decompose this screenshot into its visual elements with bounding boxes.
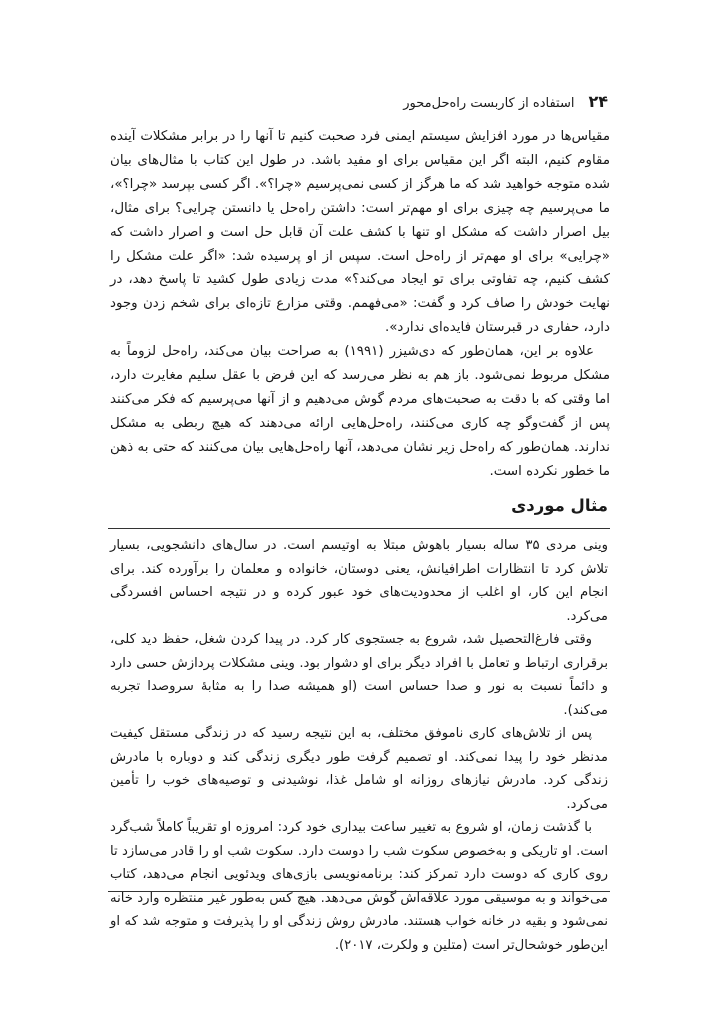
- body-paragraph-1: مقیاس‌ها در مورد افزایش سیستم ایمنی فرد صحبت کنیم تا آنها را در برابر مشکلات آینده مقاوم کنیم، البته اگر این مقیاس برای او مفید باشد. در طول این کتاب با مثال‌های بیان شده متوجه خواهید شد که ما هرگز از کسی نمی‌پرسیم «چرا؟». اگر کسی بپرسد «چرا؟»، ما می‌پرسیم چه چیزی برای او مهم‌تر است: داشتن راه‌حل یا دانستن چرایی؟ برای مثال، بیل اصرار داشت که مشکل او تنها با کشف علت آن قابل حل است و اصرار داشت که «چرایی» برای او مهم‌تر از راه‌حل است. سپس از او پرسیده شد: «اگر علت مشکل را کشف کنیم، چه تفاوتی برای تو ایجاد می‌کند؟» مدت زیادی طول کشید تا پاسخ دهد، در نهایت خودش را صاف کرد و گفت: «می‌فهمم. وقتی مزارع تازه‌ای برای شخم زدن وجود دارد، حفاری در قبرستان فایده‌ای ندارد».: [110, 129, 610, 336]
- case-paragraph-4: با گذشت زمان، او شروع به تغییر ساعت بیداری خود کرد: امروزه او تقریباً کاملاً شب‌گرد است. او تاریکی و به‌خصوص سکوت شب را دوست دارد. سکوت شب او را قادر می‌سازد تا روی کاری که دوست دارد تمرکز کند: برنامه‌نویسی بازی‌های ویدئویی انجام می‌دهد، کتاب می‌خواند و به موسیقی مورد علاقه‌اش گوش می‌دهد. هیچ کس به‌طور غیر منتظره وارد خانه نمی‌شود و بقیه در خانه خواب هستند. مادرش روش زندگی او را پذیرفت و متوجه شد که او این‌طور خوشحال‌تر است (متلین و ولکرت، ۲۰۱۷).: [110, 820, 608, 953]
- case-paragraph-2: وقتی فارغ‌التحصیل شد، شروع به جستجوی کار کرد. در پیدا کردن شغل، حفظ دید کلی، برقراری ارتباط و تعامل با افراد دیگر برای او دشوار بود. وینی مشکلات پردازش حسی دارد و دائماً نسبت به نور و صدا حساس است (او همیشه صدا را به مثابهٔ سروصدا تجربه می‌کند).: [110, 632, 608, 718]
- section-title: مثال موردی: [511, 496, 608, 515]
- page-number: ۲۴: [588, 92, 608, 111]
- running-header: [108, 92, 608, 111]
- main-body-text: [110, 125, 610, 484]
- case-example-box: [110, 534, 608, 957]
- box-top-rule: [108, 528, 610, 529]
- case-paragraph-3: پس از تلاش‌های کاری ناموفق مختلف، به این نتیجه رسید که در زندگی مستقل کیفیت مدنظر خود را پیدا نمی‌کند. او تصمیم گرفت طور دیگری زندگی کند و دوباره با مادرش زندگی کرد. مادرش نیازهای روزانه او شامل غذا، نوشیدنی و توصیه‌های خوب را تأمین می‌کرد.: [110, 726, 608, 812]
- case-paragraph-1: وینی مردی ۳۵ ساله بسیار باهوش مبتلا به اوتیسم است. در سال‌های دانشجویی، بسیار تلاش کرد تا انتظارات اطرافیانش، یعنی دوستان، خانواده و معلمان را برآورده کند. برای انجام این کار، او اغلب از محدودیت‌های خود عبور کرده و در نتیجه احساس افسردگی می‌کرد.: [110, 538, 608, 624]
- body-paragraph-2: علاوه بر این، همان‌طور که دی‌شیزر (۱۹۹۱) به صراحت بیان می‌کند، راه‌حل لزوماً به مشکل مربوط نمی‌شود. باز هم به نظر می‌رسد که این فرض با عقل سلیم مغایرت دارد، اما وقتی که با دقت به صحبت‌های مردم گوش می‌دهیم و از آنها می‌پرسیم که فکر می‌کنند پس از گفت‌وگو چه کاری می‌کنند، راه‌حل‌هایی ارائه می‌دهند که هیچ ربطی به مشکل ندارند. همان‌طور که راه‌حل زیر نشان می‌دهد، آنها راه‌حل‌هایی بیان می‌کنند که حتی به ذهن ما خطور نکرده است.: [110, 344, 610, 479]
- box-bottom-rule: [108, 891, 610, 892]
- running-title: استفاده از کاربست راه‌حل‌محور: [403, 96, 575, 111]
